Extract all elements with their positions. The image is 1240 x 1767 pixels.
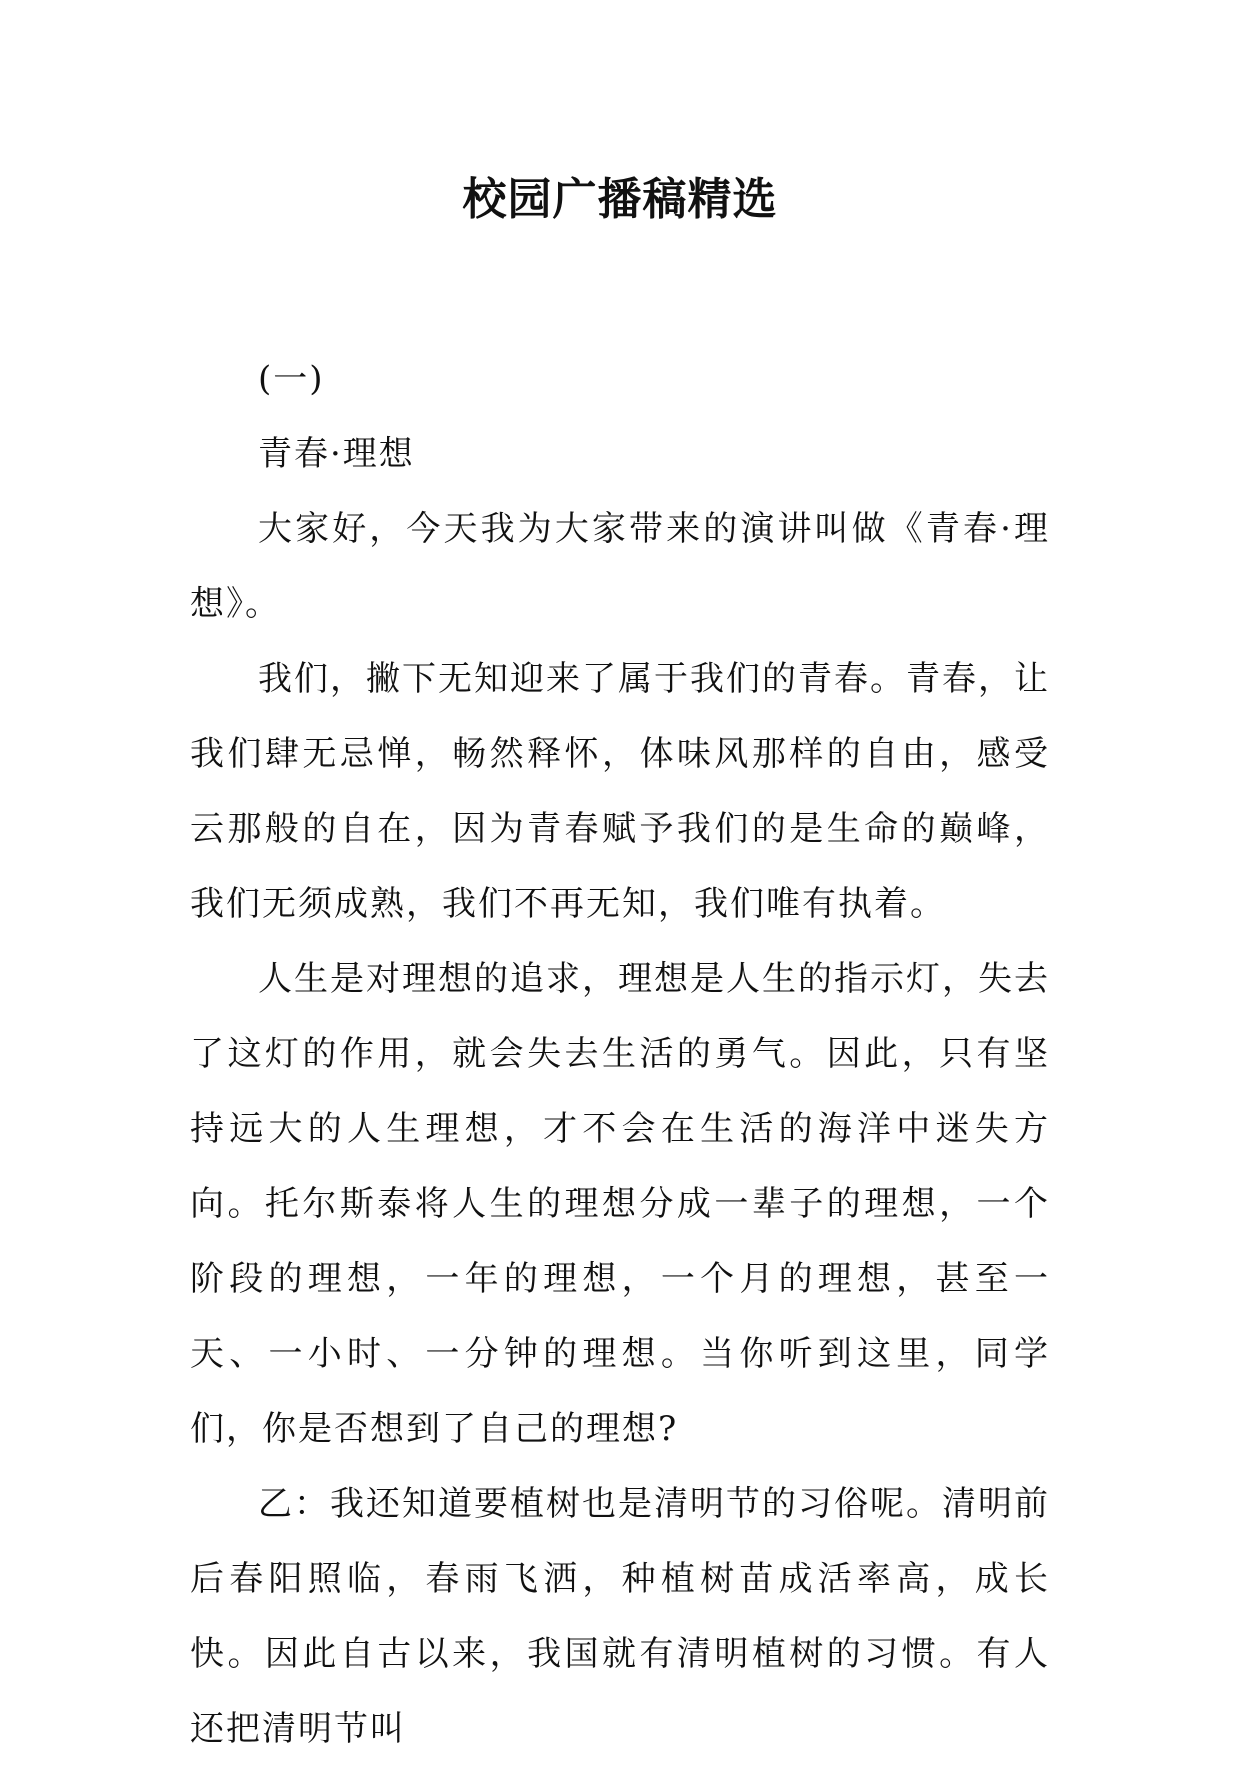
document-title: 校园广播稿精选	[462, 174, 778, 225]
speech-title: 青春·理想	[258, 434, 415, 474]
paragraph: 乙：我还知道要植树也是清明节的习俗呢。清明前后春阳照临，春雨飞洒，种植树苗成活率高，成长快。因此自古以来，我国就有清明植树的习惯。有人还把清明节叫	[190, 1484, 1050, 1749]
paragraph: 人生是对理想的追求，理想是人生的指示灯，失去了这灯的作用，就会失去生活的勇气。因此，只有坚持远大的人生理想，才不会在生活的海洋中迷失方向。托尔斯泰将人生的理想分成一辈子的理想，一个阶段的理想，一年的理想，一个月的理想，甚至一天、一小时、一分钟的理想。当你听到这里，同学们，你是否想到了自己的理想?	[190, 959, 1050, 1449]
paragraph: 我们，撇下无知迎来了属于我们的青春。青春，让我们肆无忌惮，畅然释怀，体味风那样的自由，感受云那般的自在，因为青春赋予我们的是生命的巅峰，我们无须成熟，我们不再无知，我们唯有执着。	[190, 659, 1050, 924]
document-body	[190, 342, 1050, 1767]
section-number: (一)	[258, 359, 325, 399]
paragraph: 大家好，今天我为大家带来的演讲叫做《青春·理想》。	[190, 509, 1050, 624]
